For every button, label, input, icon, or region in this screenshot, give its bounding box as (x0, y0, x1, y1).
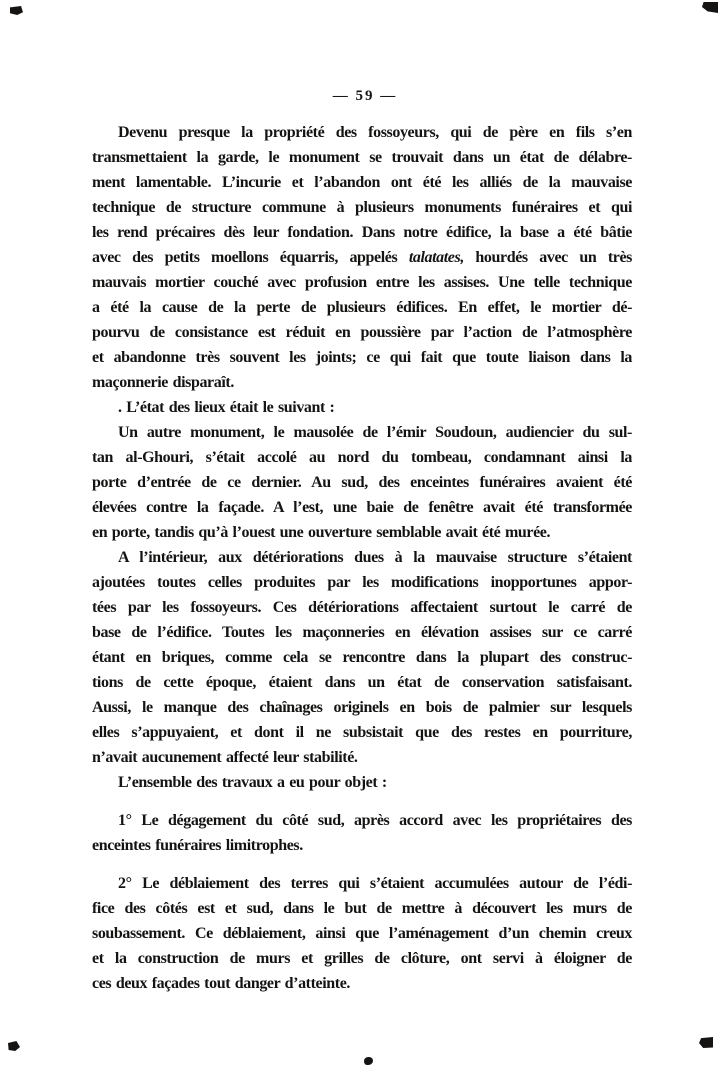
paragraph (92, 808, 632, 858)
paragraph (92, 120, 632, 395)
text-line: en porte, tandis qu’à l’ouest une ouverture semblable avait été murée. (92, 524, 551, 541)
text-line: tions de cette époque, étaient dans un état de conservation satisfaisant. (92, 674, 632, 691)
page-number: — 59 — (332, 88, 398, 104)
text-line: tan al-Ghouri, s’était accolé au nord du tombeau, condamnant ainsi la (92, 449, 632, 466)
text-line: soubassement. Ce déblaiement, ainsi que l’aménagement d’un chemin creux (92, 925, 632, 942)
text-line: 2° Le déblaiement des terres qui s’étaient accumulées autour de l’édi- (118, 875, 632, 892)
text-line: enceintes funéraires limitrophes. (92, 837, 303, 854)
text-line: porte d’entrée de ce dernier. Au sud, des enceintes funéraires avaient été (92, 474, 632, 491)
text-line: les rend précaires dès leur fondation. Dans notre édifice, la base a été bâtie (92, 224, 632, 241)
paragraph (92, 770, 632, 795)
text-line: base de l’édifice. Toutes les maçonneries en élévation assises sur ce carré (92, 624, 632, 641)
text-line: technique de structure commune à plusieurs monuments funéraires et qui (92, 199, 632, 216)
paragraph (92, 545, 632, 770)
paragraph (92, 871, 632, 996)
text-line (92, 245, 632, 270)
text-line: . L’état des lieux était le suivant : (118, 399, 335, 416)
text-line: et la construction de murs et grilles de clôture, ont servi à éloigner de (92, 950, 632, 967)
text-line: a été la cause de la perte de plusieurs édifices. En effet, le mortier dé- (92, 299, 632, 316)
text-segment: hourdés avec un très (463, 249, 632, 266)
text-line: et abandonne très souvent les joints; ce qui fait que toute liaison dans la (92, 349, 632, 366)
scan-artifact-bottom-left (8, 1041, 20, 1051)
text-line: Devenu presque la propriété des fossoyeurs, qui de père en fils s’en (118, 124, 632, 141)
text-line: mauvais mortier couché avec profusion entre les assises. Une telle technique (92, 274, 632, 291)
italic-term: talatates, (408, 249, 464, 266)
text-line: A l’intérieur, aux détériorations dues à la mauvaise structure s’étaient (118, 549, 632, 566)
text-line: étant en briques, comme cela se rencontre dans la plupart des construc- (92, 649, 632, 666)
text-line: fice des côtés est et sud, dans le but de mettre à découvert les murs de (92, 900, 632, 917)
text-line: tées par les fossoyeurs. Ces détériorations affectaient surtout le carré de (92, 599, 632, 616)
text-line: Aussi, le manque des chaînages originels en bois de palmier sur lesquels (92, 699, 632, 716)
text-line: ment lamentable. L’incurie et l’abandon ont été les alliés de la mauvaise (92, 174, 632, 191)
text-line: n’avait aucunement affecté leur stabilité. (92, 749, 358, 766)
scan-artifact-top-left (10, 6, 23, 15)
scan-artifact-bottom-right (699, 1037, 713, 1048)
text-line: pourvu de consistance est réduit en poussière par l’action de l’atmosphère (92, 324, 632, 341)
scan-artifact-bottom-center (364, 1057, 373, 1065)
text-block (92, 120, 632, 996)
text-line: maçonnerie disparaît. (92, 374, 234, 391)
scan-artifact-top-right (702, 2, 718, 13)
text-line: ces deux façades tout danger d’atteinte. (92, 975, 351, 992)
text-line: elles s’appuyaient, et dont il ne subsistait que des restes en pourriture, (92, 724, 632, 741)
paragraph (92, 395, 632, 420)
text-line: 1° Le dégagement du côté sud, après accord avec les propriétaires des (118, 812, 632, 829)
text-line: L’ensemble des travaux a eu pour objet : (118, 774, 387, 791)
text-segment: avec des petits moellons équarris, appelés (92, 249, 409, 266)
text-line: Un autre monument, le mausolée de l’émir Soudoun, audiencier du sul- (118, 424, 632, 441)
text-line: transmettaient la garde, le monument se trouvait dans un état de délabre- (92, 149, 632, 166)
text-line: ajoutées toutes celles produites par les modifications inopportunes appor- (92, 574, 632, 591)
text-line: élevées contre la façade. A l’est, une baie de fenêtre avait été transformée (92, 499, 632, 516)
paragraph (92, 420, 632, 545)
